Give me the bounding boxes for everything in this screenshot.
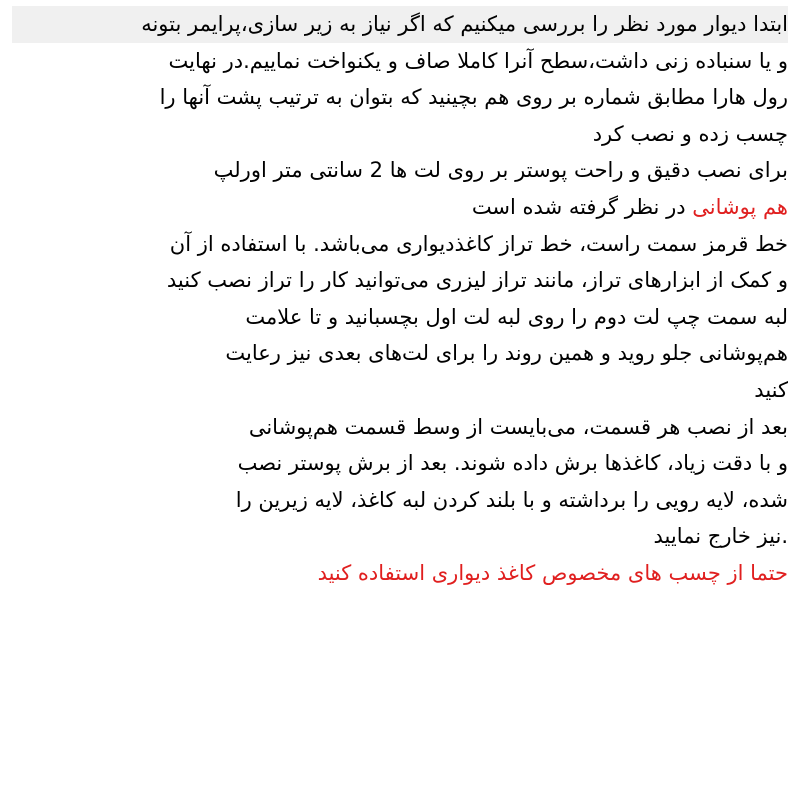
text-fragment: در نظر گرفته شده است bbox=[471, 194, 693, 219]
text-line-mixed bbox=[12, 189, 788, 226]
text-line: لبه سمت چپ لت دوم را روی لبه لت اول بچسبانید و تا علامت bbox=[245, 304, 788, 329]
text-line: هم‌پوشانی جلو روید و همین روند را برای لت‌های بعدی نیز رعایت bbox=[225, 341, 788, 366]
paragraph-cutting bbox=[12, 409, 788, 555]
text-line: بعد از نصب هر قسمت، می‌بایست از وسط قسمت هم‌پوشانی bbox=[248, 414, 788, 439]
text-line: خط قرمز سمت راست، خط تراز کاغذدیواری می‌باشد. با استفاده از آن bbox=[169, 231, 788, 256]
text-line: کنید bbox=[754, 377, 788, 402]
paragraph-wall-preparation bbox=[12, 6, 788, 152]
paragraph-leveling bbox=[12, 226, 788, 409]
paragraph-glue-warning bbox=[12, 555, 788, 592]
text-line: برای نصب دقیق و راحت پوستر بر روی لت ها 2 سانتی متر اورلپ bbox=[213, 158, 788, 183]
text-line: رول هارا مطابق شماره بر روی هم بچینید که بتوان به ترتیب پشت آنها را bbox=[159, 85, 788, 110]
text-line: ابتدا دیوار مورد نظر را بررسی میکنیم که اگر نیاز به زیر سازی،پرایمر بتونه bbox=[12, 6, 788, 43]
overlap-highlight: هم پوشانی bbox=[692, 194, 788, 219]
text-line: و یا سنباده زنی داشت،سطح آنرا کاملا صاف و یکنواخت نماییم.در نهایت bbox=[168, 48, 788, 73]
text-line: شده، لایه رویی را برداشته و با بلند کردن لبه کاغذ، لایه زیرین را bbox=[235, 487, 788, 512]
text-line: چسب زده و نصب کرد bbox=[592, 121, 788, 146]
glue-warning-text: حتما از چسب های مخصوص کاغذ دیواری استفاده کنید bbox=[317, 560, 788, 585]
text-line: و کمک از ابزارهای تراز، مانند تراز لیزری می‌توانید کار را تراز نصب کنید bbox=[166, 268, 788, 293]
text-line: و با دقت زیاد، کاغذها برش داده شوند. بعد از برش پوستر نصب bbox=[237, 451, 788, 476]
text-line: .نیز خارج نمایید bbox=[653, 524, 788, 549]
paragraph-overlap-note bbox=[12, 152, 788, 225]
